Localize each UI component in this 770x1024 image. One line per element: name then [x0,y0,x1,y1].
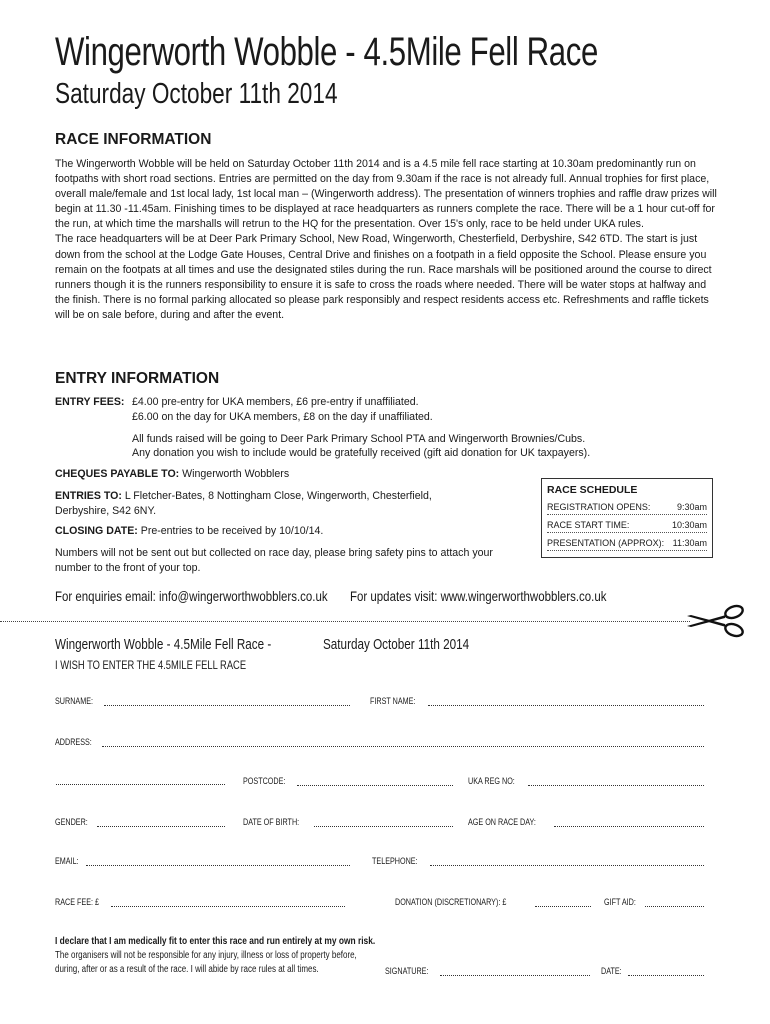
race-info-paragraph-2: The race headquarters will be at Deer Park Primary School, New Road, Wingerworth, Chesterfield, Derbyshire, S42 6TD. The start is just down from the school at the Lodge Gate Houses, Central Drive and finishes on a footpath in a field opposite the School. Please ensure you remain on the footpats at all times and use the designated stiles during the run. Race marshals will be positioned around the course to direct runners though it is the runners responsibility to ensure it is safe to cross the roads where needed. There will be water stops at halfway and the finish. There is no formal parking allocated so please park responsibly and respect residents access etc. Refreshments and raffle tickets will be on sale before, during and after the event. [55,233,712,321]
entries-to [55,489,435,519]
donation-label: DONATION (DISCRETIONARY): £ [395,897,507,907]
numbers-note: Numbers will not be sent out but collected on race day, please bring safety pins to attach your number to the front of your top. [55,547,493,574]
gender-field[interactable] [55,817,225,827]
entry-info-heading: ENTRY INFORMATION [55,370,220,387]
gender-label: GENDER: [55,817,88,827]
scissors-icon [685,604,747,643]
uka-reg-field[interactable] [468,776,704,786]
funds-line-2: Any donation you wish to include would be gratefully received (gift aid donation for UK taxpayers). [132,447,591,459]
schedule-time: 11:30am [672,538,707,548]
address-line-2-field[interactable] [55,776,225,785]
race-schedule-title: RACE SCHEDULE [547,484,638,496]
cheques-payable [55,467,289,482]
schedule-time: 10:30am [671,520,707,530]
signature-label: SIGNATURE: [385,966,429,976]
updates-website: For updates visit: www.wingerworthwobblers.co.uk [350,588,607,604]
telephone-field[interactable] [372,856,704,866]
page-subtitle: Saturday October 11th 2014 [55,78,338,110]
email-label: EMAIL: [55,856,79,866]
dob-label: DATE OF BIRTH: [243,817,300,827]
entries-value: L Fletcher-Bates, 8 Nottingham Close, Wingerworth, Chesterfield, Derbyshire, S42 6NY. [55,490,432,517]
first-name-field[interactable] [370,696,704,706]
race-fee-field[interactable] [55,897,345,907]
cheques-label: CHEQUES PAYABLE TO: [55,468,180,480]
form-title: Wingerworth Wobble - 4.5Mile Fell Race - [55,636,272,653]
age-label: AGE ON RACE DAY: [468,817,536,827]
email-field[interactable] [55,856,350,866]
entry-fees-label: ENTRY FEES: [55,396,125,408]
dob-field[interactable] [243,817,453,827]
race-info-paragraph-1: The Wingerworth Wobble will be held on Saturday October 11th 2014 and is a 4.5 mile fell race starting at 10.30am predominantly run on footpaths with short road sections. Entries are permitted on the day from 9.30am if the race is not already full. Annual trophies for first place, overall male/female and 1st local lady, 1st local man – (Wingerworth address). The presentation of winners trophies and raffle draw prizes will begin at 11.30 -11.45am. Finishing times to be displayed at race headquarters as runners complete the race. There will be a 1 hour cut-off for the run, at which time the marshalls will retrun to the HQ for the presentation. Over 15's only, race to be held under UKA rules. [55,158,717,231]
cut-line [0,621,690,622]
first-name-label: FIRST NAME: [370,696,416,706]
gift-aid-field[interactable] [604,897,704,907]
race-fee-label: RACE FEE: £ [55,897,100,907]
address-label: ADDRESS: [55,737,92,747]
form-wish: I WISH TO ENTER THE 4.5MILE FELL RACE [55,658,247,672]
declaration-bold: I declare that I am medically fit to enter this race and run entirely at my own risk. [55,935,376,947]
closing-date [55,524,323,539]
date-label: DATE: [601,966,622,976]
schedule-row [547,538,707,551]
declaration-line-3: during, after or as a result of the race. I will abide by race rules at all times. [55,964,319,975]
surname-field[interactable] [55,696,350,706]
entry-fees-line-1: £4.00 pre-entry for UKA members, £6 pre-entry if unaffiliated. [132,396,419,408]
uka-reg-label: UKA REG NO: [468,776,515,786]
funds-line-1: All funds raised will be going to Deer Park Primary School PTA and Wingerworth Brownies/Cubs. [132,433,586,445]
closing-value: Pre-entries to be received by 10/10/14. [140,525,324,537]
race-info-text [55,157,723,323]
telephone-label: TELEPHONE: [372,856,418,866]
enquiries-email: For enquiries email: info@wingerworthwobblers.co.uk [55,588,328,604]
declaration-line-2: The organisers will not be responsible for any injury, illness or loss of property before, [55,950,357,961]
schedule-label: RACE START TIME: [547,520,630,530]
date-field[interactable] [601,966,704,976]
entries-label: ENTRIES TO: [55,490,122,502]
surname-label: SURNAME: [55,696,94,706]
page-title: Wingerworth Wobble - 4.5Mile Fell Race [55,30,598,74]
address-field[interactable] [55,737,704,747]
race-schedule-box [541,478,713,558]
schedule-row [547,520,707,533]
schedule-label: PRESENTATION (APPROX): [547,538,665,548]
schedule-time: 9:30am [676,502,707,512]
entry-fees-line-2: £6.00 on the day for UKA members, £8 on the day if unaffiliated. [132,411,433,423]
postcode-field[interactable] [243,776,453,786]
race-info-heading: RACE INFORMATION [55,131,212,148]
closing-label: CLOSING DATE: [55,525,138,537]
schedule-row [547,502,707,515]
gift-aid-label: GIFT AID: [604,897,636,907]
postcode-label: POSTCODE: [243,776,286,786]
cheques-value: Wingerworth Wobblers [182,468,290,480]
donation-field[interactable] [395,897,591,907]
schedule-label: REGISTRATION OPENS: [547,502,651,512]
age-field[interactable] [468,817,704,827]
form-date: Saturday October 11th 2014 [323,636,470,653]
signature-field[interactable] [385,966,590,976]
